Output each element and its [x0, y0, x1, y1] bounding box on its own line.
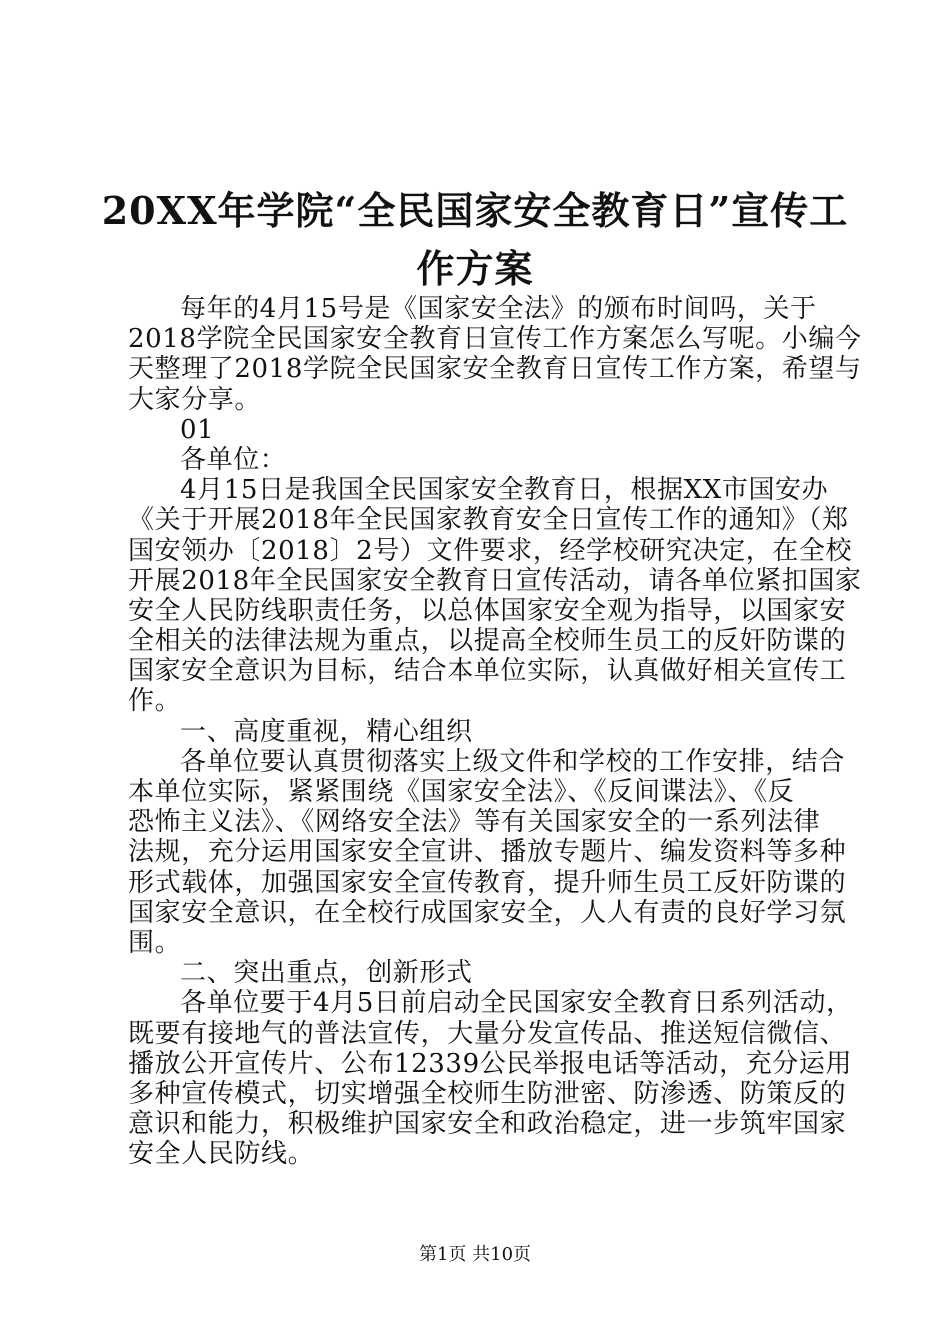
text-line: 全相关的法律法规为重点，以提高全校师生员工的反奸防谍的: [128, 626, 847, 657]
text-line: 4月15日是我国全民国家安全教育日，根据XX市国安办: [180, 475, 829, 506]
title-line-2: 作方案: [416, 246, 534, 291]
text-line: 《关于开展2018年全民国家教育安全日宣传工作的通知》（郑: [128, 505, 849, 536]
text-line: 二、突出重点，创新形式: [180, 958, 473, 989]
document-title: [100, 182, 850, 298]
text-line: 大家分享。: [128, 384, 262, 415]
text-line: 播放公开宣传片、公布12339公民举报电话等活动，充分运用: [128, 1048, 853, 1079]
document-body: [128, 294, 862, 1170]
page-number-footer: 第1页 共10页: [418, 1244, 532, 1265]
text-line: 恐怖主义法》、《网络安全法》等有关国家安全的一系列法律: [128, 807, 821, 838]
text-line: 围。: [128, 927, 182, 958]
text-line: 法规，充分运用国家安全宣讲、播放专题片、编发资料等多种: [128, 837, 847, 868]
text-line: 国安领办〔2018〕2号）文件要求，经学校研究决定，在全校: [128, 535, 853, 566]
text-line: 每年的4月15号是《国家安全法》的颁布时间吗，关于: [180, 294, 817, 324]
text-line: 各单位要认真贯彻落实上级文件和学校的工作安排，结合: [180, 746, 846, 777]
text-line: 安全人民防线职责任务，以总体国家安全观为指导，以国家安: [128, 595, 847, 626]
text-line: 开展2018年全民国家安全教育日宣传活动，请各单位紧扣国家: [128, 565, 862, 596]
text-line: 作。: [128, 686, 182, 717]
text-line: 01: [180, 414, 215, 445]
text-line: 既要有接地气的普法宣传，大量分发宣传品、推送短信微信、: [128, 1018, 847, 1049]
text-line: 国家安全意识为目标，结合本单位实际，认真做好相关宣传工: [128, 656, 847, 687]
text-line: 一、高度重视，精心组织: [180, 716, 473, 747]
text-line: 意识和能力，积极维护国家安全和政治稳定，进一步筑牢国家: [128, 1109, 847, 1140]
title-line-1: 20XX年学院“全民国家安全教育日”宣传工: [101, 188, 849, 233]
text-line: 国家安全意识，在全校行成国家安全，人人有责的良好学习氛: [128, 897, 847, 928]
text-line: 2018学院全民国家安全教育日宣传工作方案怎么写呢。小编今: [128, 324, 862, 355]
text-line: 本单位实际，紧紧围绕《国家安全法》、《反间谍法》、《反: [128, 777, 795, 807]
text-line: 各单位：: [180, 444, 287, 475]
text-line: 多种宣传模式，切实增强全校师生防泄密、防渗透、防策反的: [128, 1078, 847, 1109]
text-line: 安全人民防线。: [128, 1139, 315, 1170]
text-line: 天整理了2018学院全民国家安全教育日宣传工作方案，希望与: [128, 354, 862, 385]
text-line: 各单位要于4月5日前启动全民国家安全教育日系列活动，: [180, 988, 853, 1019]
text-line: 形式载体，加强国家安全宣传教育，提升师生员工反奸防谍的: [128, 867, 847, 898]
